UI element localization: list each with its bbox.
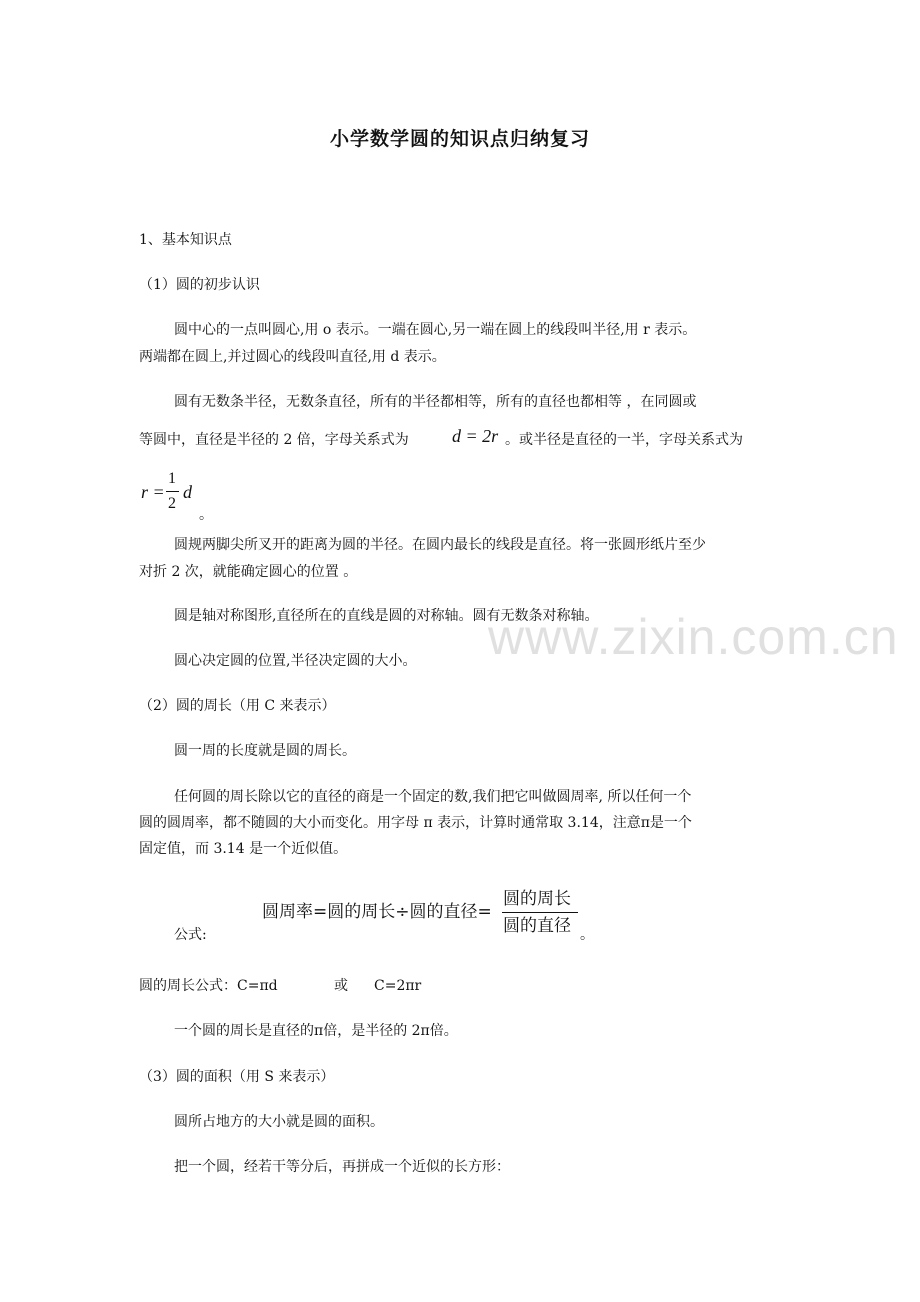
paragraph-line: 固定值，而 3.14 是一个近似值。	[139, 841, 348, 857]
subheading-circumference: （2）圆的周长（用 C 来表示）	[139, 698, 336, 714]
connector-or: 或	[334, 978, 348, 994]
paragraph-line: 圆一周的长度就是圆的周长。	[174, 743, 356, 759]
punctuation: 。	[199, 507, 213, 523]
paragraph-line: 圆所占地方的大小就是圆的面积。	[174, 1114, 384, 1130]
paragraph-line: 圆心决定圆的位置,半径决定圆的大小。	[174, 653, 417, 669]
punctuation: 。	[580, 927, 594, 943]
formula-d-equals-2r: d = 2r	[452, 426, 499, 446]
fraction-bar	[166, 491, 179, 492]
fraction-denominator: 2	[168, 495, 176, 512]
formula-d: d	[183, 482, 192, 502]
paragraph-line: 等圆中，直径是半径的 2 倍，字母关系式为	[139, 432, 409, 448]
formula-fraction-bar	[502, 912, 578, 913]
subheading-circle-basics: （1）圆的初步认识	[139, 277, 260, 293]
paragraph-line: 圆是轴对称图形,直径所在的直线是圆的对称轴。圆有无数条对称轴。	[174, 608, 599, 624]
section-heading-1: 1、基本知识点	[139, 232, 232, 248]
formula-r-equals: r =	[141, 482, 165, 502]
fraction-numerator: 1	[168, 470, 176, 487]
paragraph-line: 。或半径是直径的一半，字母关系式为	[505, 432, 743, 448]
formula-label: 公式:	[174, 927, 207, 943]
formula-fraction-numerator: 圆的周长	[503, 889, 571, 909]
paragraph-line: 圆规两脚尖所叉开的距离为圆的半径。在圆内最长的线段是直径。将一张圆形纸片至少	[174, 537, 706, 553]
formula-lhs: 圆周率=圆的周长÷圆的直径=	[262, 902, 492, 922]
paragraph-line: 圆有无数条半径，无数条直径，所有的半径都相等，所有的直径也都相等 ，在同圆或	[174, 394, 697, 410]
watermark: www.zixin.com.cn	[488, 609, 899, 665]
paragraph-line: 圆中心的一点叫圆心,用 o 表示。一端在圆心,另一端在圆上的线段叫半径,用 r 表示。	[174, 322, 697, 338]
formula-fraction-denominator: 圆的直径	[503, 916, 571, 936]
paragraph-line: 任何圆的周长除以它的直径的商是一个固定的数,我们把它叫做圆周率, 所以任何一个	[174, 789, 692, 805]
subheading-area: （3）圆的面积（用 S 来表示）	[139, 1069, 335, 1085]
document-title: 小学数学圆的知识点归纳复习	[329, 128, 590, 150]
circumference-formula-1: 圆的周长公式：C=πd	[139, 978, 278, 994]
paragraph-line: 圆的圆周率，都不随圆的大小而变化。用字母 π 表示，计算时通常取 3.14，注意π是一个	[139, 815, 692, 831]
circumference-formula-2: C=2πr	[374, 978, 422, 994]
paragraph-line: 对折 2 次，就能确定圆心的位置 。	[139, 564, 358, 580]
paragraph-line: 把一个圆，经若干等分后，再拼成一个近似的长方形：	[174, 1159, 510, 1175]
paragraph-line: 两端都在圆上,并过圆心的线段叫直径,用 d 表示。	[139, 349, 446, 365]
paragraph-line: 一个圆的周长是直径的π倍，是半径的 2π倍。	[174, 1023, 458, 1039]
